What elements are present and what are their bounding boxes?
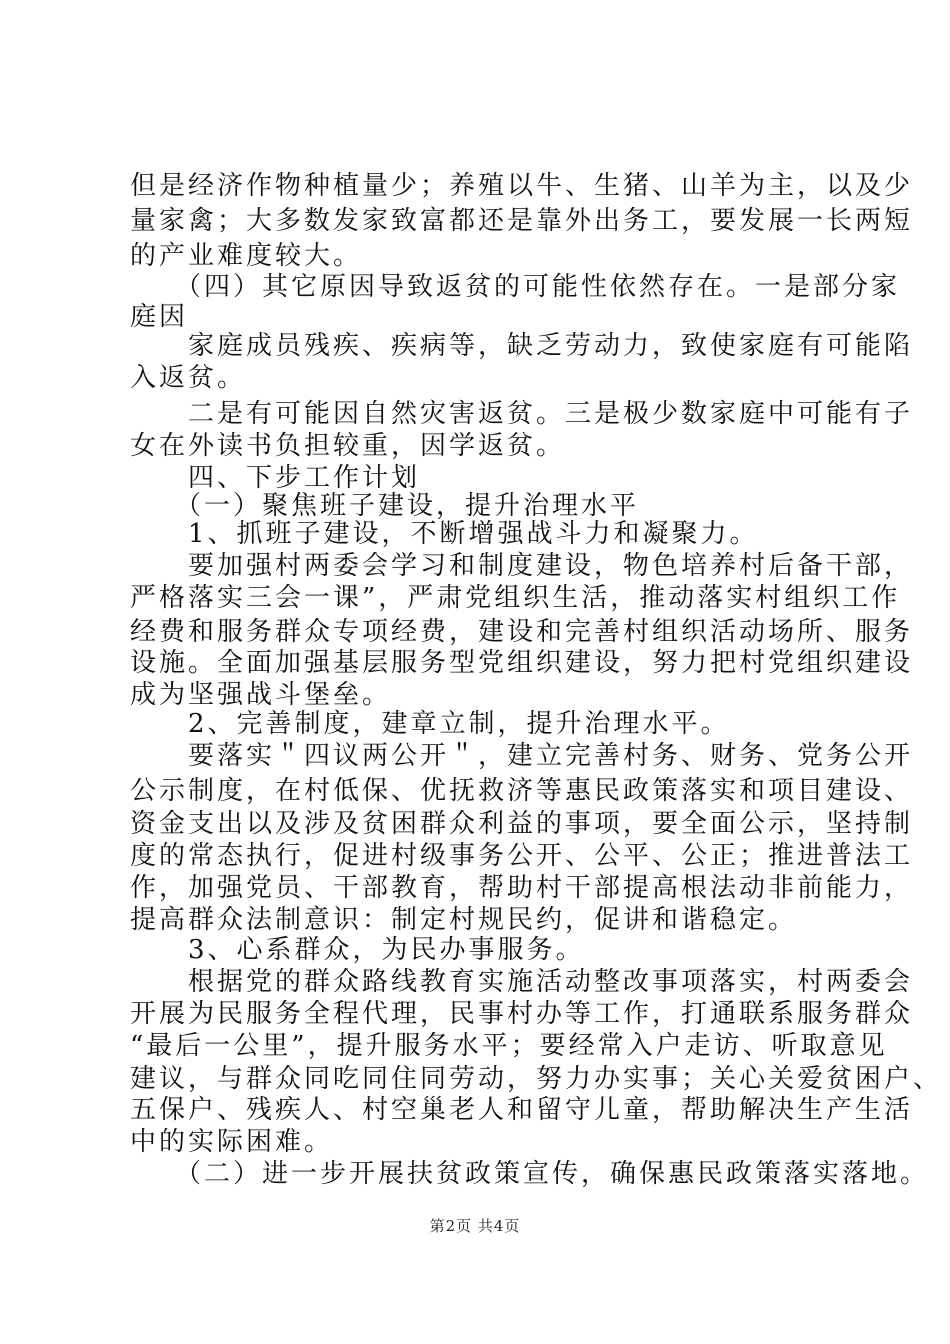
text-line: 提高群众法制意识：制定村规民约，促讲和谐稳定。: [130, 905, 798, 935]
text-line: 入返贫。: [130, 363, 247, 393]
item-heading: 2、完善制度，建章立制，提升治理水平。: [130, 709, 730, 739]
text-line: 根据党的群众路线教育实施活动整改事项落实，村两委会: [130, 967, 914, 997]
text-line: 经费和服务群众专项经费，建设和完善村组织活动场所、服务: [130, 617, 914, 647]
text-line: 量家禽；大多数发家致富都还是靠外出务工，要发展一长两短: [130, 206, 914, 236]
text-line: 中的实际困难。: [130, 1127, 334, 1157]
text-line: 要加强村两委会学习和制度建设，物色培养村后备干部，: [130, 551, 914, 581]
page-number-footer: 第2页 共4页: [429, 1217, 521, 1235]
text-line: 严格落实三会一课”，严肃党组织生活，推动落实村组织工作: [130, 583, 901, 613]
text-line: 女在外读书负担较重，因学返贫。: [130, 431, 566, 461]
text-line: 公示制度，在村低保、优抚救济等惠民政策落实和项目建设、: [130, 776, 914, 806]
text-line: 设施。全面加强基层服务型党组织建设，努力把村党组织建设: [130, 648, 914, 678]
item-heading: 1、抓班子建设，不断增强战斗力和凝聚力。: [130, 519, 759, 549]
text-line: 建议，与群众同吃同住同劳动，努力办实事；关心关爱贫困户、: [130, 1064, 943, 1094]
text-line: 庭因: [130, 302, 189, 332]
text-line: 度的常态执行，促进村级事务公开、公平、公正；推进普法工: [130, 841, 914, 871]
text-line: 的产业难度较大。: [130, 241, 363, 271]
text-line: 成为坚强战斗堡垒。: [130, 680, 392, 710]
text-line: 开展为民服务全程代理，民事村办等工作，打通联系服务群众: [130, 999, 914, 1029]
section-heading: 四、下步工作计划: [130, 463, 421, 493]
text-line: 要落实＂四议两公开＂，建立完善村务、财务、党务公开: [130, 741, 914, 771]
text-line: 家庭成员残疾、疾病等，缺乏劳动力，致使家庭有可能陷: [130, 331, 914, 361]
text-line: 二是有可能因自然灾害返贫。三是极少数家庭中可能有子: [130, 399, 914, 429]
text-line: 五保户、残疾人、村空巢老人和留守儿童，帮助解决生产生活: [130, 1095, 914, 1125]
text-line: 作，加强党员、干部教育，帮助村干部提高根法动非前能力，: [130, 873, 914, 903]
item-heading: 3、心系群众，为民办事服务。: [130, 935, 585, 965]
subsection-heading: （一）聚焦班子建设，提升治理水平: [130, 491, 640, 521]
text-line: “最后一公里”，提升服务水平；要经常入户走访、听取意见: [130, 1031, 888, 1061]
text-line: （四）其它原因导致返贫的可能性依然存在。一是部分家: [130, 272, 901, 302]
text-line: 资金支出以及涉及贫困群众利益的事项，要全面公示，坚持制: [130, 809, 914, 839]
subsection-heading: （二）进一步开展扶贫政策宣传，确保惠民政策落实落地。: [130, 1159, 930, 1189]
text-line: 但是经济作物种植量少；养殖以牛、生猪、山羊为主，以及少: [130, 171, 914, 201]
